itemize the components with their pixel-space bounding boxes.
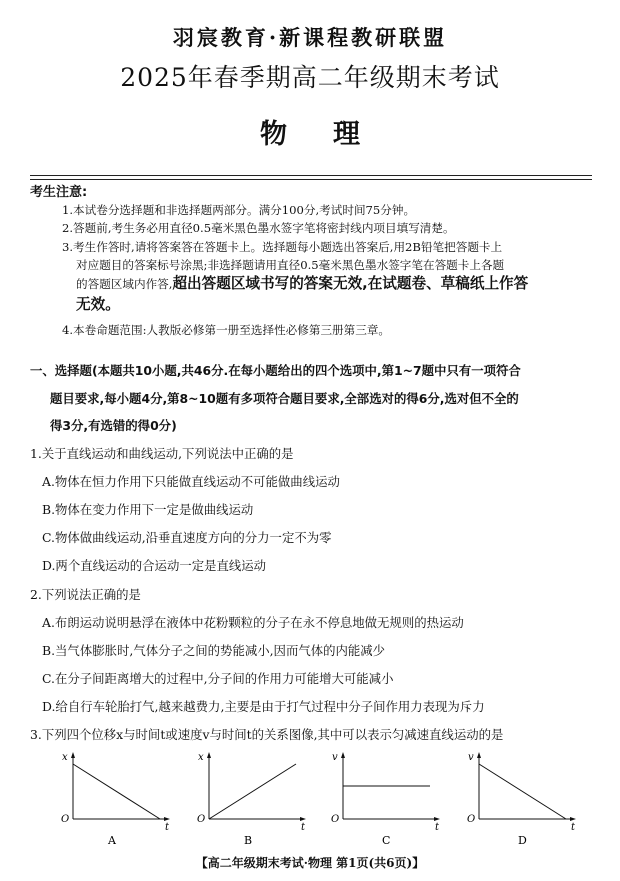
graph-a-x-arrow bbox=[164, 817, 170, 821]
graph-c-y-arrow bbox=[341, 752, 345, 758]
page-footer: 【高二年级期末考试·物理 第1页(共6页)】 bbox=[195, 856, 425, 870]
question-1-option-c: C.物体做曲线运动,沿垂直速度方向的分力一定不为零 bbox=[42, 530, 332, 545]
graph-a-y-arrow bbox=[71, 752, 75, 758]
graph-c-caption: C bbox=[382, 834, 391, 847]
question-1-stem: 1.关于直线运动和曲线运动,下列说法中正确的是 bbox=[30, 446, 294, 461]
section-heading-line-3: 得3分,有选错的得0分) bbox=[50, 418, 177, 433]
question-2-option-a: A.布朗运动说明悬浮在液体中花粉颗粒的分子在永不停息地做无规则的热运动 bbox=[42, 615, 464, 630]
notice-item-1: 1.本试卷分选择题和非选择题两部分。满分100分,考试时间75分钟。 bbox=[62, 203, 416, 217]
graph-b-y-arrow bbox=[207, 752, 211, 758]
notice-item-3-line-3 bbox=[76, 275, 611, 293]
graph-c-xlabel: t bbox=[435, 822, 440, 833]
notice-item-3-line-3-normal: 的答题区域内作答, bbox=[76, 277, 173, 291]
graph-d-caption: D bbox=[518, 834, 527, 847]
graph-d-origin: O bbox=[467, 814, 476, 825]
question-1-option-a: A.物体在恒力作用下只能做直线运动不可能做曲线运动 bbox=[42, 474, 340, 489]
question-2-stem: 2.下列说法正确的是 bbox=[30, 587, 141, 602]
graph-a bbox=[60, 750, 180, 850]
graph-d bbox=[466, 750, 586, 850]
graph-d-x-arrow bbox=[570, 817, 576, 821]
exam-title: 2025年春季期高二年级期末考试 bbox=[120, 63, 500, 92]
notice-item-3-line-2: 对应题目的答案标号涂黑;非选择题请用直径0.5毫米黑色墨水签字笔在答题卡上各题 bbox=[76, 258, 505, 272]
question-2-option-b: B.当气体膨胀时,气体分子之间的势能减小,因而气体的内能减少 bbox=[42, 643, 386, 658]
graph-b-xlabel: t bbox=[301, 822, 306, 833]
graph-c-origin: O bbox=[331, 814, 340, 825]
graph-b bbox=[196, 750, 316, 850]
graph-d-ylabel: v bbox=[468, 752, 474, 763]
graph-d-y-arrow bbox=[477, 752, 481, 758]
question-1-option-b: B.物体在变力作用下一定是做曲线运动 bbox=[42, 502, 254, 517]
subject-title: 物理 bbox=[260, 119, 406, 150]
notice-item-4: 4.本卷命题范围:人教版必修第一册至选择性必修第三册第三章。 bbox=[62, 323, 391, 337]
graph-a-caption: A bbox=[108, 834, 116, 847]
notice-item-3-emphasis-end: 无效。 bbox=[76, 296, 120, 313]
question-2-option-d: D.给自行车轮胎打气,越来越费力,主要是由于打气过程中分子间作用力表现为斥力 bbox=[42, 699, 485, 714]
graph-a-xlabel: t bbox=[165, 822, 170, 833]
graph-b-x-arrow bbox=[300, 817, 306, 821]
question-1-option-d: D.两个直线运动的合运动一定是直线运动 bbox=[42, 558, 267, 573]
notice-item-3-line-1: 3.考生作答时,请将答案答在答题卡上。选择题每小题选出答案后,用2B铅笔把答题卡上 bbox=[62, 240, 503, 254]
section-heading-line-1: 一、选择题(本题共10小题,共46分.在每小题给出的四个选项中,第1~7题中只有一项符合 bbox=[30, 363, 521, 378]
graph-a-ylabel: x bbox=[62, 752, 68, 763]
header-divider-thick bbox=[30, 175, 592, 176]
graph-d-xlabel: t bbox=[571, 822, 576, 833]
graph-c bbox=[330, 750, 450, 850]
notice-item-2: 2.答题前,考生务必用直径0.5毫米黑色墨水签字笔将密封线内项目填写清楚。 bbox=[62, 221, 455, 235]
organization-title: 羽宸教育·新课程教研联盟 bbox=[172, 25, 448, 50]
graph-d-line bbox=[479, 764, 566, 819]
graph-b-caption: B bbox=[244, 834, 253, 847]
header-divider-thin bbox=[30, 179, 592, 180]
graph-a-origin: O bbox=[61, 814, 70, 825]
notice-item-3-line-4 bbox=[76, 296, 611, 314]
graph-c-ylabel: v bbox=[332, 752, 338, 763]
graph-b-origin: O bbox=[197, 814, 206, 825]
notice-title: 考生注意: bbox=[30, 185, 88, 200]
graph-c-x-arrow bbox=[434, 817, 440, 821]
graph-b-ylabel: x bbox=[198, 752, 204, 763]
question-3-stem: 3.下列四个位移x与时间t或速度v与时间t的关系图像,其中可以表示匀减速直线运动的是 bbox=[30, 727, 504, 742]
graph-a-line bbox=[73, 764, 160, 819]
notice-item-3-emphasis: 超出答题区域书写的答案无效,在试题卷、草稿纸上作答 bbox=[172, 275, 529, 292]
question-2-option-c: C.在分子间距离增大的过程中,分子间的作用力可能增大可能减小 bbox=[42, 671, 394, 686]
section-heading-line-2: 题目要求,每小题4分,第8~10题有多项符合题目要求,全部选对的得6分,选对但不全的 bbox=[50, 391, 519, 406]
graph-b-line bbox=[209, 764, 296, 819]
